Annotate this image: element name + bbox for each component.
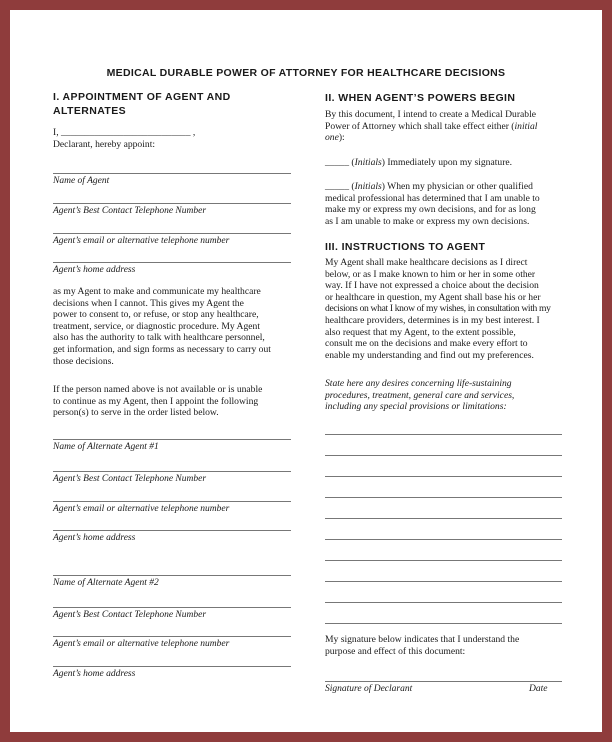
para-line: If the person named above is not available or is unable [53,384,263,395]
signature-label: Signature of Declarant [325,684,413,694]
para-line [325,132,537,144]
alt2-address-label: Agent’s home address [53,669,136,679]
para-line: as I am unable to make or express my own decisions. [325,215,530,227]
option-immediately [325,157,512,169]
para-line [325,181,540,193]
para-line: decisions when I cannot. This gives my Agent the [53,297,244,309]
document-title: MEDICAL DURABLE POWER OF ATTORNEY FOR HEALTHCARE DECISIONS [106,67,506,79]
para-line: enable my understanding and find out my preferences. [325,349,534,361]
agent-name-line[interactable] [53,173,291,174]
signature-line[interactable] [325,681,562,682]
para-line: State here any desires concerning life-sustaining [325,378,512,389]
option-incapacity [325,181,540,227]
para-line: By this document, I intend to create a Medical Durable [325,109,536,120]
alt1-address-line[interactable] [53,530,291,531]
powers-begin-paragraph [325,109,537,144]
text-fragment: ) When my physician or other qualified [381,181,533,192]
para-line: get information, and sign forms as necessary to carry out [53,343,271,355]
para-line: below, or as I make known to him or her in some other [325,268,536,280]
para-line: decisions on what I know of my wishes, in consultation with my [325,303,551,315]
section-heading-3: III. INSTRUCTIONS TO AGENT [325,241,486,253]
alt1-email-label: Agent’s email or alternative telephone number [53,504,230,514]
agent-email-label: Agent’s email or alternative telephone number [53,236,230,246]
text-fragment: Initials [354,181,382,192]
para-line: those decisions. [53,355,114,367]
declarant-appoint: Declarant, hereby appoint: [53,139,156,150]
para-line: or healthcare in question, my Agent shall base his or her [325,291,541,303]
alt2-phone-line[interactable] [53,607,291,608]
desires-line[interactable] [325,623,562,624]
para-line: treatment, service, or diagnostic procedure. My Agent [53,320,260,332]
desires-line[interactable] [325,560,562,561]
para-line [325,121,537,133]
para-line: consult me on the decisions and make every effort to [325,338,528,350]
text-fragment: ): [338,132,345,144]
section-heading-1: I. APPOINTMENT OF AGENT AND [53,91,231,103]
alternate-paragraph [53,384,262,419]
declarant-line: I, ___________________________ , [53,127,196,138]
agent-address-line[interactable] [53,262,291,263]
text-fragment: Power of Attorney which shall take effect either ( [325,120,515,132]
desires-line[interactable] [325,602,562,603]
para-line: as my Agent to make and communicate my healthcare [53,286,261,297]
agent-address-label: Agent’s home address [53,265,136,275]
alt2-email-line[interactable] [53,636,291,637]
alt1-name-line[interactable] [53,439,291,440]
para-line: make my or express my own decisions, and for as long [325,204,536,216]
desires-line[interactable] [325,581,562,582]
para-line: My Agent shall make healthcare decisions as I direct [325,257,528,268]
section-heading-2: II. WHEN AGENT’S POWERS BEGIN [325,92,516,104]
para-line: also request that my Agent, to the extent possible, [325,326,516,338]
text-fragment: one [325,132,339,144]
para-line: healthcare providers, determines is in my best interest. I [325,314,540,326]
agent-name-label: Name of Agent [53,176,110,186]
para-line: person(s) to serve in the order listed below. [53,407,219,419]
agent-phone-line[interactable] [53,203,291,204]
para-line: also has the authority to talk with healthcare personnel, [53,332,265,344]
agent-phone-label: Agent’s Best Contact Telephone Number [53,206,207,216]
desires-line[interactable] [325,476,562,477]
document-page [10,10,602,732]
desires-line[interactable] [325,518,562,519]
alt2-name-label: Name of Alternate Agent #2 [53,578,159,588]
agent-email-line[interactable] [53,233,291,234]
desires-line[interactable] [325,455,562,456]
section-heading-1b: ALTERNATES [53,105,127,117]
text-fragment: Initials [354,157,382,168]
initials-blank[interactable]: _____ ( [325,157,355,168]
text-fragment: ) Immediately upon my signature. [381,157,513,168]
para-line: including any special provisions or limitations: [325,401,507,413]
desires-line[interactable] [325,434,562,435]
para-line: power to consent to, or refuse, or stop any healthcare, [53,309,259,321]
alt1-name-label: Name of Alternate Agent #1 [53,442,159,452]
instructions-paragraph [325,257,551,361]
alt2-address-line[interactable] [53,666,291,667]
alt1-email-line[interactable] [53,501,291,502]
text-fragment: initial [514,120,538,132]
para-line: medical professional has determined that I am unable to [325,192,540,204]
para-line: procedures, treatment, general care and services, [325,389,515,401]
para-line: My signature below indicates that I understand the [325,634,520,645]
alt2-phone-label: Agent’s Best Contact Telephone Number [53,610,207,620]
para-line: to continue as my Agent, then I appoint the following [53,395,259,407]
date-label: Date [529,684,548,694]
desires-line[interactable] [325,539,562,540]
alt2-name-line[interactable] [53,575,291,576]
para-line: purpose and effect of this document: [325,645,466,657]
alt2-email-label: Agent’s email or alternative telephone number [53,639,230,649]
para-line: way. If I have not expressed a choice about the decision [325,280,539,292]
alt1-phone-label: Agent’s Best Contact Telephone Number [53,474,207,484]
initials-blank[interactable]: _____ ( [325,181,355,192]
signature-statement [325,634,519,657]
agent-powers-paragraph [53,286,271,367]
desires-prompt [325,378,514,413]
alt1-phone-line[interactable] [53,471,291,472]
desires-line[interactable] [325,497,562,498]
alt1-address-label: Agent’s home address [53,533,136,543]
